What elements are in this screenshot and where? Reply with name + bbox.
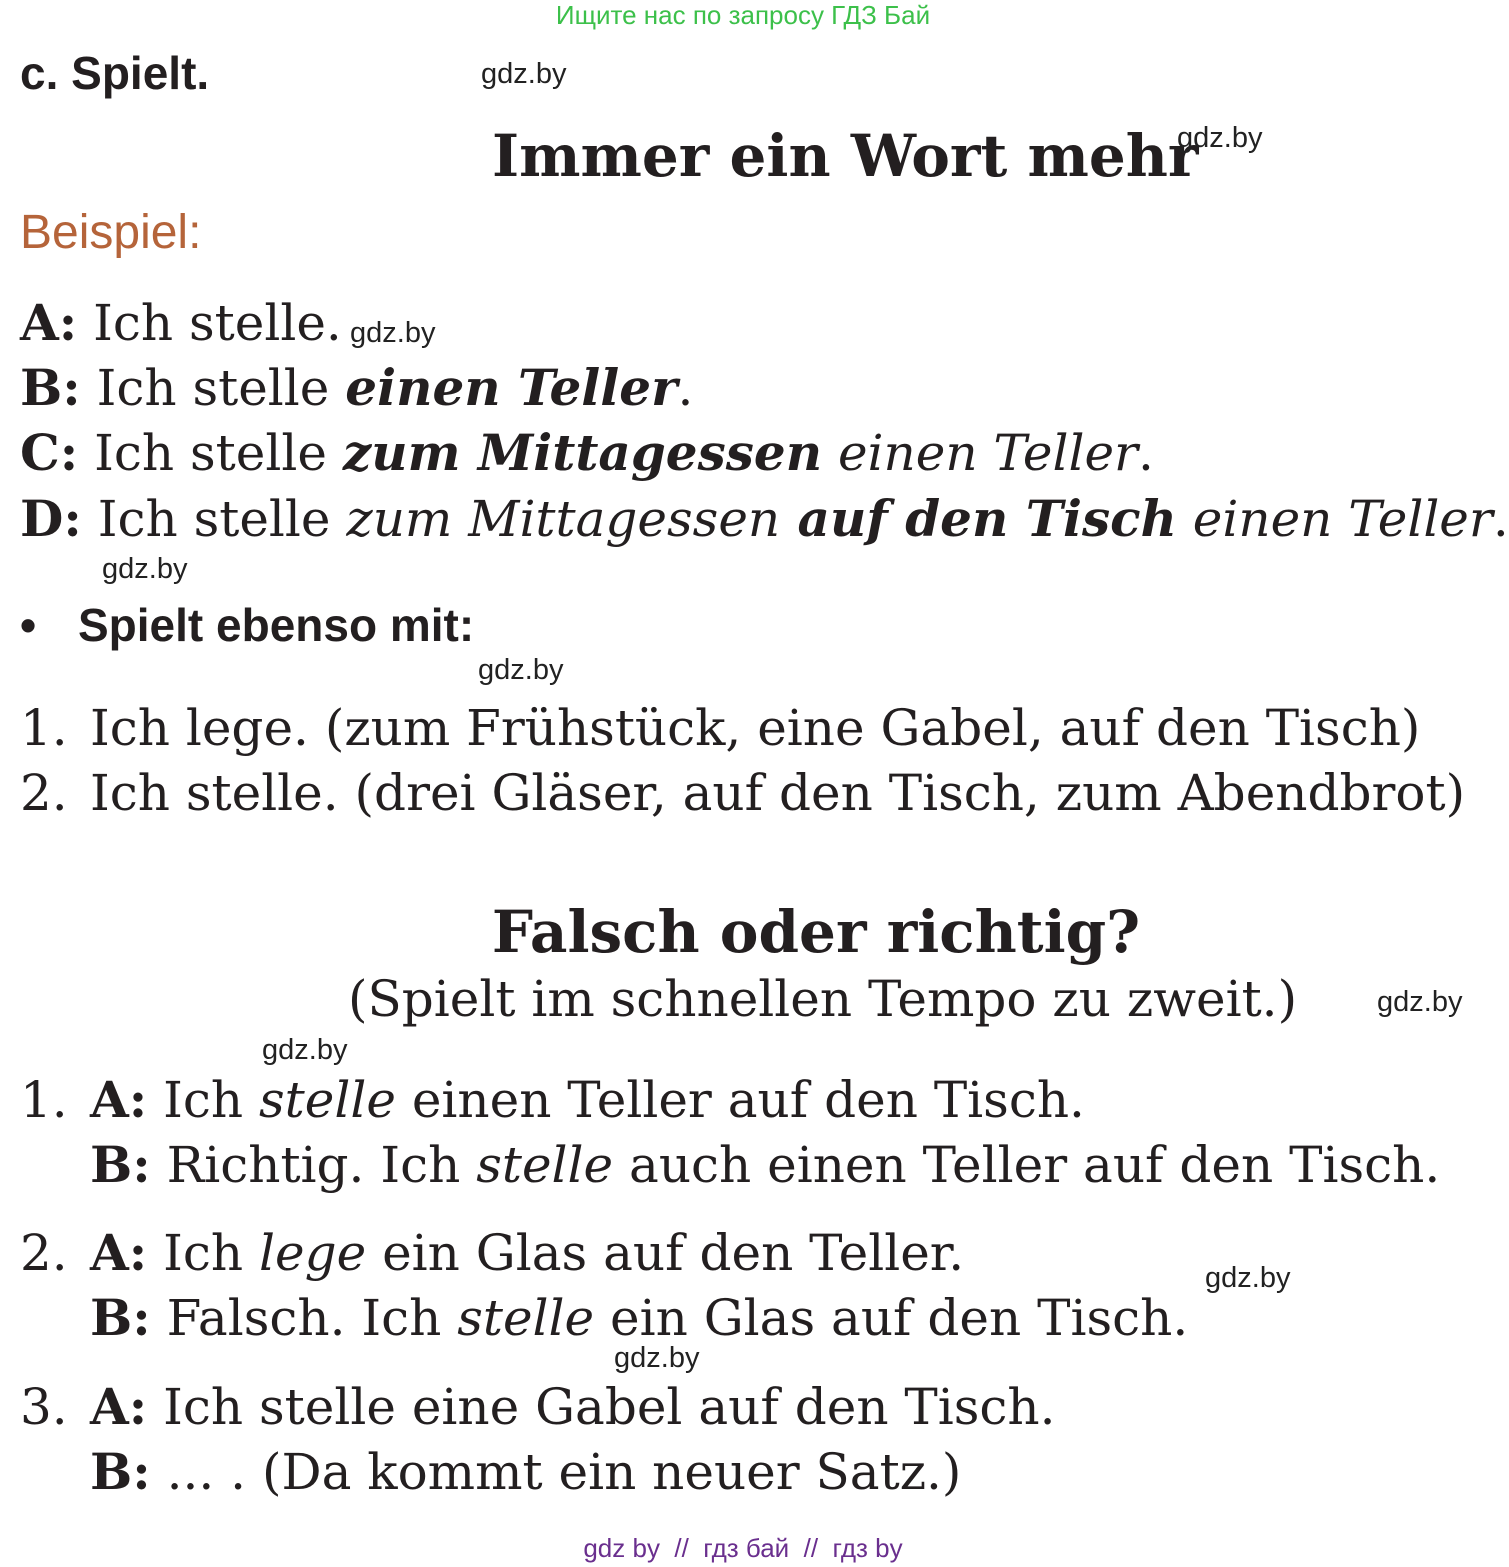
exchange-number: 2. <box>20 1224 68 1282</box>
game1-item-1 <box>20 698 1420 758</box>
exchange-a-text <box>90 1224 964 1282</box>
bullet-icon: • <box>20 599 37 651</box>
speaker-label: A: <box>90 1223 148 1282</box>
text-run: . <box>1137 424 1154 482</box>
item-number: 1. <box>20 699 68 757</box>
speaker-label: A: <box>20 293 78 352</box>
text-run: ein Glas auf den Teller. <box>366 1224 965 1282</box>
header-banner: Ищите нас по запросу ГДЗ Бай <box>555 0 931 30</box>
item-text: Ich lege. (zum Frühstück, eine Gabel, auf den Tisch) <box>90 699 1421 757</box>
item-text: Ich stelle. (drei Gläser, auf den Tisch, zum Abendbrot) <box>90 764 1466 822</box>
exchange-number: 3. <box>20 1378 68 1436</box>
text-run: auf den Tisch <box>780 489 1177 548</box>
text-run: stelle <box>476 1136 614 1194</box>
text-run: einen Teller <box>822 424 1138 482</box>
text-run: lege <box>259 1224 367 1282</box>
watermark: gdz.by <box>481 58 567 90</box>
text-run: ein Glas auf den Tisch. <box>594 1289 1189 1347</box>
exchange-1-a <box>20 1070 1085 1130</box>
game1-item-2 <box>20 763 1465 823</box>
speaker-label: B: <box>90 1288 151 1347</box>
game2-title: Falsch oder richtig? <box>491 898 1141 966</box>
text-run: . <box>1492 490 1509 548</box>
speaker-label: D: <box>20 489 82 548</box>
exchange-3-b <box>20 1442 961 1502</box>
bullet-instruction <box>20 598 474 652</box>
example-label: Beispiel: <box>20 206 202 259</box>
text-run: Ich stelle <box>78 424 343 482</box>
watermark: gdz.by <box>478 654 564 686</box>
exchange-a-text <box>90 1378 1056 1436</box>
text-run: einen Teller <box>1176 490 1493 548</box>
watermark: gdz.by <box>1177 122 1263 154</box>
exchange-1-b <box>20 1135 1440 1195</box>
section-label: c. Spielt. <box>20 47 210 99</box>
text-run: einen Teller auf den Tisch. <box>395 1071 1085 1129</box>
text-run: zum Mittagessen <box>342 423 823 482</box>
game2-subtitle: (Spielt im schnellen Tempo zu zweit.) <box>348 970 1298 1028</box>
exchange-a-text <box>90 1071 1085 1129</box>
speaker-label: B: <box>90 1442 151 1501</box>
text-run: stelle <box>259 1071 396 1129</box>
watermark: gdz.by <box>1377 986 1463 1018</box>
watermark: gdz.by <box>1205 1262 1291 1294</box>
game1-title: Immer ein Wort mehr <box>492 122 1199 190</box>
text-run: auch einen Teller auf den Tisch. <box>613 1136 1441 1194</box>
example-line-a <box>20 293 342 353</box>
text-run: einen Teller <box>345 358 678 417</box>
speaker-label: A: <box>90 1377 148 1436</box>
text-run: Ich stelle. <box>77 294 342 352</box>
text-run: Ich <box>147 1071 260 1129</box>
text-run: Richtig. Ich <box>150 1136 477 1194</box>
text-run: Ich stelle <box>80 359 346 417</box>
watermark: gdz.by <box>262 1034 348 1066</box>
exchange-3-a <box>20 1377 1056 1437</box>
text-run: . <box>677 359 694 417</box>
example-line-b <box>20 358 693 418</box>
exchange-b-text <box>90 1136 1440 1194</box>
watermark: gdz.by <box>614 1342 700 1374</box>
text-run: Ich <box>147 1224 260 1282</box>
example-line-c <box>20 423 1154 483</box>
watermark: gdz.by <box>102 553 188 585</box>
text-run: stelle <box>457 1289 595 1347</box>
text-run: Ich stelle eine Gabel auf den Tisch. <box>147 1378 1056 1436</box>
text-run: Falsch. Ich <box>150 1289 458 1347</box>
bullet-text: Spielt ebenso mit: <box>78 599 475 651</box>
exchange-2-b <box>20 1288 1188 1348</box>
speaker-label: C: <box>20 423 79 482</box>
exchange-b-text <box>90 1443 961 1501</box>
exchange-number: 1. <box>20 1071 68 1129</box>
speaker-label: B: <box>20 358 81 417</box>
watermark: gdz.by <box>350 317 436 349</box>
text-run: ... . (Da kommt ein neuer Satz.) <box>150 1443 962 1501</box>
item-number: 2. <box>20 764 68 822</box>
text-run: Ich stelle <box>81 490 347 548</box>
example-line-d <box>20 489 1509 549</box>
exchange-2-a <box>20 1223 964 1283</box>
text-run: zum Mittagessen <box>346 490 781 548</box>
exchange-b-text <box>90 1289 1188 1347</box>
speaker-label: A: <box>90 1070 148 1129</box>
speaker-label: B: <box>90 1135 151 1194</box>
footer-links: gdz by // гдз бай // гдз by <box>583 1533 903 1563</box>
